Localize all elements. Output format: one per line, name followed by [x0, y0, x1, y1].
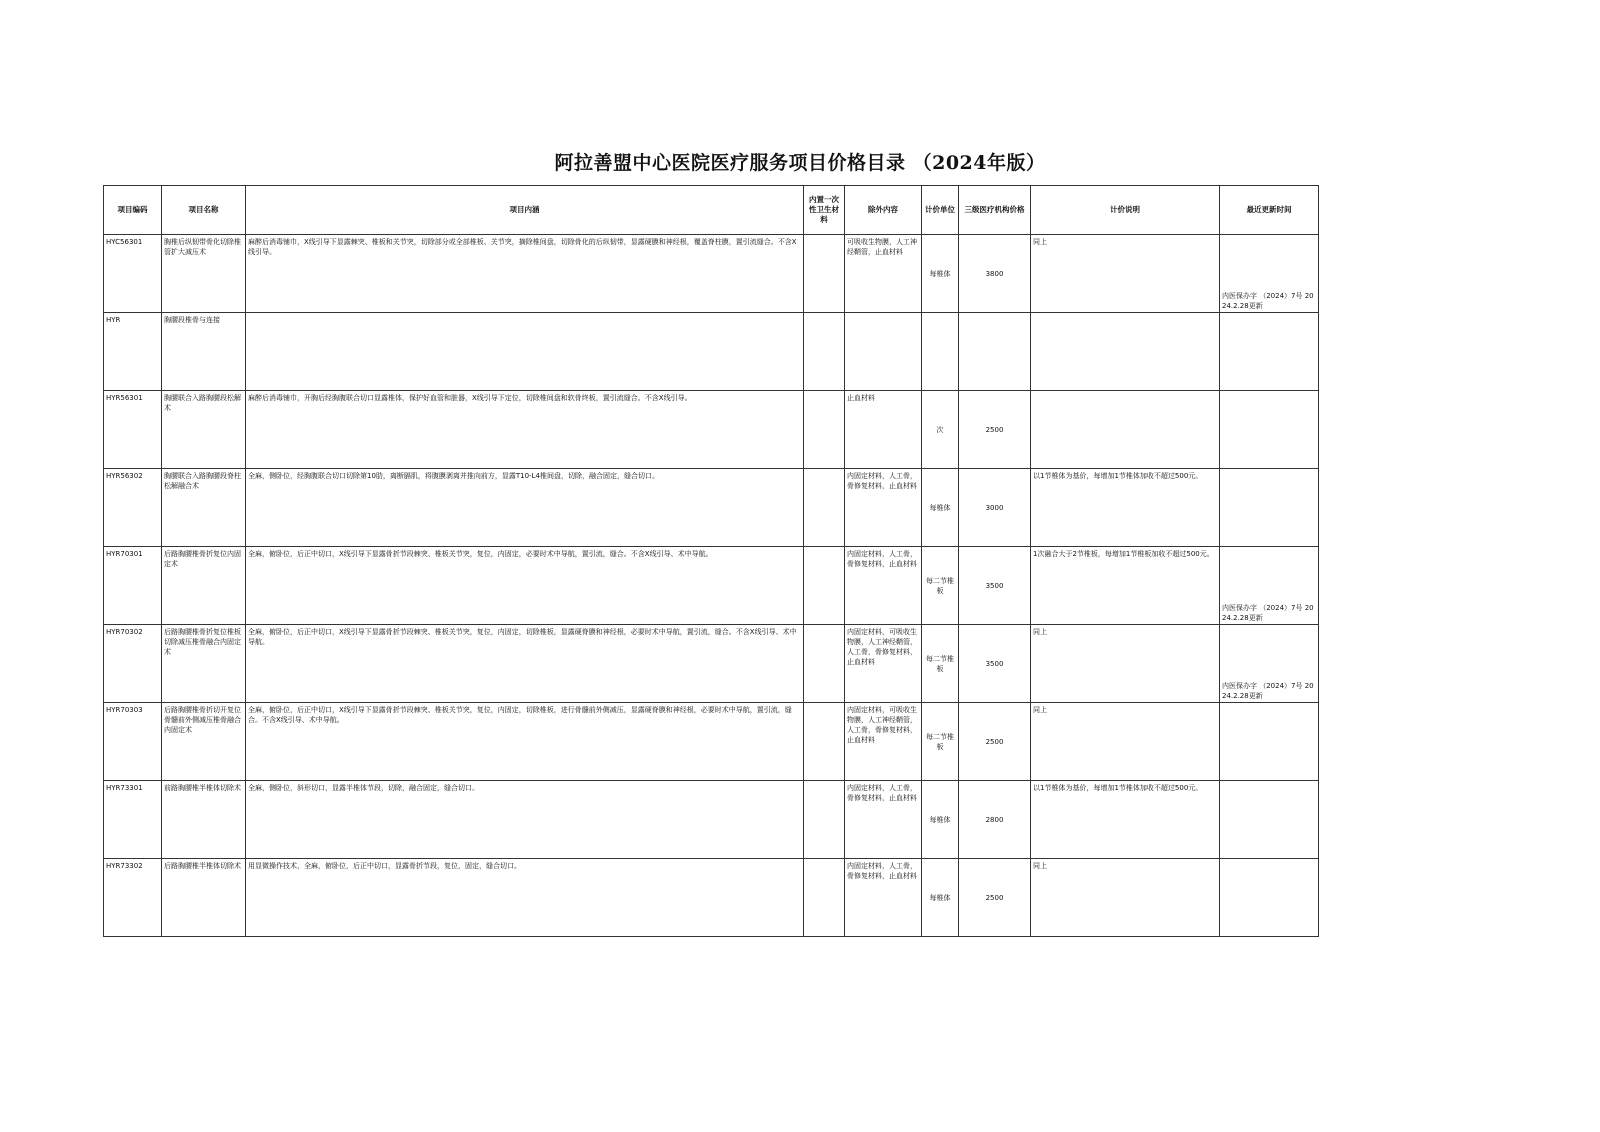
col-header-content: 项目内涵 — [246, 186, 804, 235]
cell-name: 胸腰联合入路胸腰段松解术 — [162, 391, 246, 469]
col-header-name: 项目名称 — [162, 186, 246, 235]
table-row — [104, 391, 1319, 469]
cell-note: 同上 — [1031, 625, 1220, 703]
cell-updated: 内医保办字 （2024）7号 2024.2.28更新 — [1220, 625, 1319, 703]
cell-name: 后路胸腰椎半椎体切除术 — [162, 859, 246, 937]
table-row — [104, 703, 1319, 781]
cell-name: 前路胸腰椎半椎体切除术 — [162, 781, 246, 859]
cell-updated: 内医保办字 （2024）7号 2024.2.28更新 — [1220, 235, 1319, 313]
col-header-code: 项目编码 — [104, 186, 162, 235]
cell-updated — [1220, 469, 1319, 547]
cell-material — [804, 625, 845, 703]
col-header-note: 计价说明 — [1031, 186, 1220, 235]
header-row — [104, 186, 1319, 235]
cell-material — [804, 703, 845, 781]
cell-code: HYR70303 — [104, 703, 162, 781]
cell-name: 胸椎后纵韧带骨化切除椎管扩大减压术 — [162, 235, 246, 313]
cell-price: 2500 — [959, 859, 1031, 937]
col-header-material: 内置一次性卫生材料 — [804, 186, 845, 235]
cell-updated: 内医保办字 （2024）7号 2024.2.28更新 — [1220, 547, 1319, 625]
price-table — [103, 185, 1319, 937]
col-header-price: 三级医疗机构价格 — [959, 186, 1031, 235]
table-row — [104, 235, 1319, 313]
cell-name: 后路胸腰椎骨折切开复位骨髓前外侧减压椎骨融合内固定术 — [162, 703, 246, 781]
cell-content: 全麻，侧卧位，经胸腹联合切口切除第10肋，离断膈肌，将腹膜剥离并推向前方，显露T10-L4椎间盘，切除，融合固定，缝合切口。 — [246, 469, 804, 547]
cell-price: 3500 — [959, 547, 1031, 625]
cell-material — [804, 235, 845, 313]
table-row — [104, 859, 1319, 937]
cell-name: 胸腰联合入路胸腰段脊柱松解融合术 — [162, 469, 246, 547]
cell-excluded: 内固定材料，可吸收生物膜，人工神经鞘管，人工骨，骨修复材料，止血材料 — [845, 625, 922, 703]
cell-name: 胸腰段椎骨与连接 — [162, 313, 246, 391]
cell-excluded: 内固定材料，人工骨，骨修复材料，止血材料 — [845, 469, 922, 547]
col-header-updated: 最近更新时间 — [1220, 186, 1319, 235]
cell-code: HYC56301 — [104, 235, 162, 313]
col-header-excluded: 除外内容 — [845, 186, 922, 235]
cell-code: HYR — [104, 313, 162, 391]
cell-content: 麻醉后消毒铺巾，开胸后经胸腹联合切口显露椎体，保护好血管和脏器，X线引导下定位，切除椎间盘和软骨终板，置引流缝合。不含X线引导。 — [246, 391, 804, 469]
cell-code: HYR56302 — [104, 469, 162, 547]
cell-excluded: 内固定材料，可吸收生物膜，人工神经鞘管，人工骨，骨修复材料，止血材料 — [845, 703, 922, 781]
cell-note: 同上 — [1031, 703, 1220, 781]
page-title: 阿拉善盟中心医院医疗服务项目价格目录 （2024年版） — [554, 152, 1046, 174]
cell-updated — [1220, 391, 1319, 469]
cell-unit: 每椎体 — [922, 859, 959, 937]
table-row — [104, 313, 1319, 391]
cell-content: 全麻，俯卧位，后正中切口，X线引导下显露骨折节段棘突、椎板关节突，复位，内固定，切除椎板，显露硬脊膜和神经根，必要时术中导航，置引流，缝合。不含X线引导、术中导航。 — [246, 625, 804, 703]
cell-unit: 次 — [922, 391, 959, 469]
cell-code: HYR70301 — [104, 547, 162, 625]
cell-code: HYR70302 — [104, 625, 162, 703]
cell-updated — [1220, 703, 1319, 781]
cell-material — [804, 859, 845, 937]
cell-content: 用显微操作技术，全麻，俯卧位，后正中切口，显露骨折节段，复位，固定，缝合切口。 — [246, 859, 804, 937]
col-header-unit: 计价单位 — [922, 186, 959, 235]
cell-unit: 每二节椎板 — [922, 547, 959, 625]
cell-name: 后路胸腰椎骨折复位椎板切除减压椎骨融合内固定术 — [162, 625, 246, 703]
cell-code: HYR73302 — [104, 859, 162, 937]
cell-material — [804, 781, 845, 859]
cell-price: 3000 — [959, 469, 1031, 547]
cell-unit: 每二节椎板 — [922, 703, 959, 781]
cell-name: 后路胸腰椎骨折复位内固定术 — [162, 547, 246, 625]
cell-note: 以1节椎体为基价，每增加1节椎体加收不超过500元。 — [1031, 781, 1220, 859]
cell-unit: 每椎体 — [922, 235, 959, 313]
cell-price: 3500 — [959, 625, 1031, 703]
cell-note: 1次融合大于2节椎板，每增加1节椎板加收不超过500元。 — [1031, 547, 1220, 625]
cell-content: 全麻，侧卧位，斜形切口，显露半椎体节段，切除，融合固定，缝合切口。 — [246, 781, 804, 859]
cell-excluded — [845, 313, 922, 391]
cell-note — [1031, 391, 1220, 469]
cell-unit — [922, 313, 959, 391]
cell-price: 2800 — [959, 781, 1031, 859]
cell-excluded: 止血材料 — [845, 391, 922, 469]
cell-excluded: 内固定材料，人工骨，骨修复材料，止血材料 — [845, 547, 922, 625]
cell-unit: 每二节椎板 — [922, 625, 959, 703]
cell-material — [804, 469, 845, 547]
table-row — [104, 547, 1319, 625]
cell-price: 2500 — [959, 703, 1031, 781]
cell-unit: 每椎体 — [922, 469, 959, 547]
cell-content — [246, 313, 804, 391]
cell-updated — [1220, 313, 1319, 391]
cell-note: 同上 — [1031, 859, 1220, 937]
cell-excluded: 内固定材料，人工骨，骨修复材料，止血材料 — [845, 781, 922, 859]
cell-note — [1031, 313, 1220, 391]
table-row — [104, 625, 1319, 703]
cell-content: 麻醉后消毒铺巾，X线引导下显露棘突、椎板和关节突，切除部分或全部椎板、关节突，摘除椎间盘，切除骨化的后纵韧带，显露硬膜和神经根，覆盖脊柱膜，置引流缝合。不含X线引导。 — [246, 235, 804, 313]
cell-price: 3800 — [959, 235, 1031, 313]
cell-material — [804, 391, 845, 469]
cell-code: HYR56301 — [104, 391, 162, 469]
cell-unit: 每椎体 — [922, 781, 959, 859]
cell-note: 以1节椎体为基价，每增加1节椎体加收不超过500元。 — [1031, 469, 1220, 547]
cell-material — [804, 547, 845, 625]
cell-price — [959, 313, 1031, 391]
table-row — [104, 781, 1319, 859]
cell-price: 2500 — [959, 391, 1031, 469]
cell-material — [804, 313, 845, 391]
table-row — [104, 469, 1319, 547]
cell-content: 全麻，俯卧位，后正中切口，X线引导下显露骨折节段棘突、椎板关节突，复位，内固定，切除椎板，进行骨髓前外侧减压，显露硬脊膜和神经根，必要时术中导航，置引流，缝合。不含X线引导、术中导航。 — [246, 703, 804, 781]
cell-content: 全麻，俯卧位，后正中切口，X线引导下显露骨折节段棘突、椎板关节突，复位，内固定，必要时术中导航，置引流，缝合。不含X线引导、术中导航。 — [246, 547, 804, 625]
cell-excluded: 可吸收生物膜，人工神经鞘管，止血材料 — [845, 235, 922, 313]
cell-code: HYR73301 — [104, 781, 162, 859]
cell-updated — [1220, 859, 1319, 937]
cell-excluded: 内固定材料，人工骨，骨修复材料，止血材料 — [845, 859, 922, 937]
cell-note: 同上 — [1031, 235, 1220, 313]
cell-updated — [1220, 781, 1319, 859]
